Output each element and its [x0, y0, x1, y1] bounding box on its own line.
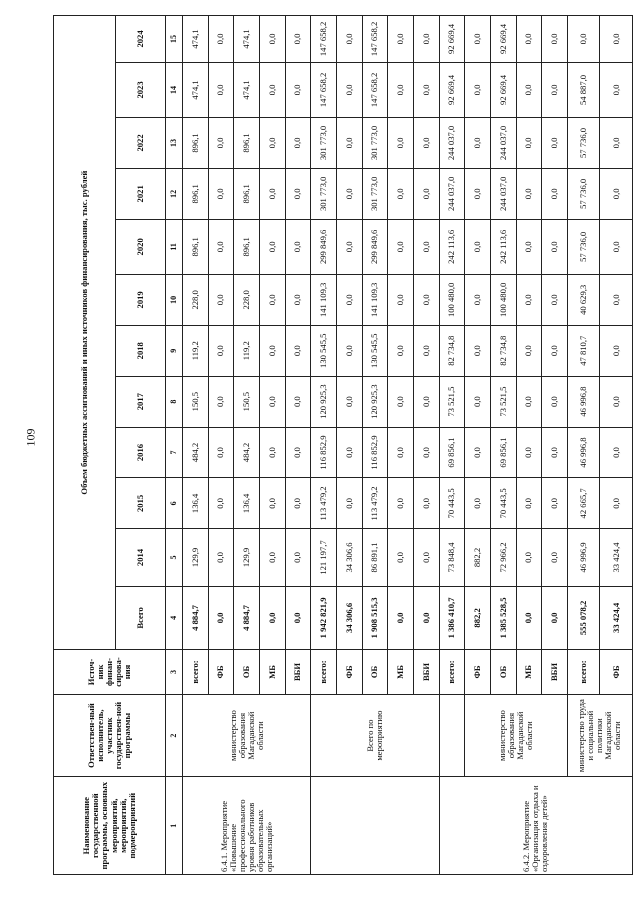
row-year-value: 0,0: [413, 274, 439, 325]
header-year-2019: 2019: [116, 274, 166, 325]
row-year-value: 0,0: [600, 478, 633, 529]
row-year-value: 0,0: [542, 62, 568, 117]
row-year-value: 116 852,9: [362, 427, 388, 478]
row-year-value: 57 736,0: [567, 118, 599, 169]
row-year-value: 57 736,0: [567, 219, 599, 274]
row-year-value: 0,0: [336, 325, 362, 376]
row-year-value: 474,1: [234, 62, 260, 117]
column-number-13: 13: [166, 118, 183, 169]
row-year-value: 0,0: [259, 274, 285, 325]
row-year-value: 92 669,4: [490, 16, 516, 63]
row-source-cell: ФБ: [600, 650, 633, 695]
row-year-value: 0,0: [465, 62, 491, 117]
row-year-value: 0,0: [259, 118, 285, 169]
row-year-value: 0,0: [516, 219, 542, 274]
row-year-value: 0,0: [388, 478, 414, 529]
row-source-cell: ОБ: [234, 650, 260, 695]
row-name-cell: 6.4.1. Мероприятие «Повышение профессионального уровня работников образовательных организаций»: [183, 777, 311, 875]
row-year-value: 130 545,5: [362, 325, 388, 376]
row-year-value: 92 669,4: [490, 62, 516, 117]
row-year-value: 0,0: [413, 16, 439, 63]
row-year-value: 33 424,4: [600, 529, 633, 586]
row-year-value: 150,5: [234, 376, 260, 427]
row-year-value: 0,0: [465, 274, 491, 325]
row-year-value: 0,0: [413, 62, 439, 117]
row-year-value: 0,0: [542, 325, 568, 376]
row-year-value: 0,0: [413, 529, 439, 586]
column-number-5: 5: [166, 529, 183, 586]
row-year-value: 0,0: [600, 376, 633, 427]
row-year-value: 0,0: [285, 478, 311, 529]
row-year-value: 474,1: [183, 62, 209, 117]
header-total: Всего: [116, 586, 166, 650]
row-year-value: 69 856,1: [439, 427, 465, 478]
row-source-cell: ВБИ: [285, 650, 311, 695]
header-funding-title: Объем бюджетных ассигнований и иных источников финансирования, тыс. рублей: [54, 16, 116, 650]
row-year-value: 46 996,9: [567, 529, 599, 586]
row-year-value: 119,2: [234, 325, 260, 376]
header-column-numbers: [166, 16, 183, 875]
row-source-cell: ФБ: [336, 650, 362, 695]
header-name: Наименование государственной программы, основных мероприятий, мероприятий, подмероприятий: [54, 777, 166, 875]
column-number-12: 12: [166, 168, 183, 219]
row-year-value: 0,0: [208, 427, 234, 478]
row-executor-cell: министерство труда и социальной политики Магаданской области: [567, 694, 632, 777]
row-executor-cell: Всего по мероприятию: [311, 694, 439, 777]
row-year-value: 47 810,7: [567, 325, 599, 376]
row-year-value: 0,0: [542, 16, 568, 63]
row-year-value: 0,0: [336, 478, 362, 529]
row-year-value: 119,2: [183, 325, 209, 376]
row-executor-cell: министерство образования Магаданской области: [465, 694, 568, 777]
row-source-cell: ФБ: [208, 650, 234, 695]
row-year-value: 244 037,0: [490, 168, 516, 219]
row-year-value: 0,0: [542, 219, 568, 274]
row-year-value: 70 443,5: [439, 478, 465, 529]
row-total-value: 555 078,2: [567, 586, 599, 650]
row-year-value: 0,0: [285, 62, 311, 117]
rotated-table-container: [53, 15, 633, 875]
row-year-value: 0,0: [413, 118, 439, 169]
row-year-value: 0,0: [336, 274, 362, 325]
row-year-value: 0,0: [600, 274, 633, 325]
column-number-9: 9: [166, 325, 183, 376]
row-source-cell: МБ: [516, 650, 542, 695]
row-total-value: 0,0: [413, 586, 439, 650]
row-year-value: 0,0: [542, 274, 568, 325]
row-total-value: 34 306,6: [336, 586, 362, 650]
row-year-value: 70 443,5: [490, 478, 516, 529]
row-year-value: 0,0: [336, 427, 362, 478]
row-year-value: 130 545,5: [311, 325, 337, 376]
row-total-value: 1 386 410,7: [439, 586, 465, 650]
header-year-2018: 2018: [116, 325, 166, 376]
row-year-value: 896,1: [183, 118, 209, 169]
row-year-value: 0,0: [542, 478, 568, 529]
row-year-value: 244 037,0: [490, 118, 516, 169]
row-year-value: 0,0: [208, 376, 234, 427]
row-year-value: 0,0: [465, 16, 491, 63]
row-year-value: 474,1: [183, 16, 209, 63]
column-number-1: 1: [166, 777, 183, 875]
table-row: [311, 16, 337, 875]
row-year-value: 42 665,7: [567, 478, 599, 529]
row-year-value: 0,0: [285, 427, 311, 478]
row-year-value: 0,0: [259, 529, 285, 586]
row-year-value: 0,0: [388, 219, 414, 274]
row-year-value: 54 887,0: [567, 62, 599, 117]
row-year-value: 0,0: [465, 219, 491, 274]
row-year-value: 116 852,9: [311, 427, 337, 478]
row-year-value: 0,0: [259, 376, 285, 427]
row-total-value: 0,0: [542, 586, 568, 650]
row-year-value: 244 037,0: [439, 168, 465, 219]
row-source-cell: ФБ: [465, 650, 491, 695]
page-number: 109: [23, 428, 38, 447]
table-row: [465, 16, 491, 875]
row-year-value: 0,0: [208, 478, 234, 529]
row-year-value: 0,0: [542, 376, 568, 427]
row-executor-cell: министерство образования Магаданской области: [183, 694, 311, 777]
row-year-value: 92 669,4: [439, 16, 465, 63]
row-year-value: 136,4: [183, 478, 209, 529]
row-year-value: 896,1: [234, 219, 260, 274]
row-year-value: 0,0: [542, 529, 568, 586]
row-total-value: 882,2: [465, 586, 491, 650]
table-row: [567, 16, 599, 875]
row-year-value: 0,0: [388, 16, 414, 63]
header-year-2021: 2021: [116, 168, 166, 219]
row-year-value: 0,0: [516, 62, 542, 117]
row-year-value: 301 773,0: [311, 118, 337, 169]
row-total-value: 33 424,4: [600, 586, 633, 650]
row-year-value: 34 306,6: [336, 529, 362, 586]
row-year-value: 0,0: [388, 376, 414, 427]
row-year-value: 0,0: [336, 16, 362, 63]
row-year-value: 0,0: [413, 168, 439, 219]
row-year-value: 0,0: [600, 168, 633, 219]
row-year-value: 0,0: [208, 529, 234, 586]
column-number-4: 4: [166, 586, 183, 650]
row-year-value: 0,0: [465, 376, 491, 427]
row-year-value: 92 669,4: [439, 62, 465, 117]
row-year-value: 113 479,2: [311, 478, 337, 529]
column-number-8: 8: [166, 376, 183, 427]
row-year-value: 73 521,5: [490, 376, 516, 427]
row-source-cell: ОБ: [362, 650, 388, 695]
header-year-2022: 2022: [116, 118, 166, 169]
row-total-value: 0,0: [208, 586, 234, 650]
column-number-15: 15: [166, 16, 183, 63]
row-year-value: 100 480,0: [439, 274, 465, 325]
row-year-value: 100 480,0: [490, 274, 516, 325]
row-year-value: 0,0: [600, 427, 633, 478]
row-year-value: 0,0: [285, 274, 311, 325]
row-year-value: 0,0: [285, 376, 311, 427]
row-name-cell: [311, 777, 439, 875]
row-year-value: 0,0: [567, 16, 599, 63]
row-year-value: 141 109,3: [311, 274, 337, 325]
header-year-2015: 2015: [116, 478, 166, 529]
row-year-value: 0,0: [285, 529, 311, 586]
row-year-value: 0,0: [413, 325, 439, 376]
row-year-value: 0,0: [465, 118, 491, 169]
row-total-value: 4 884,7: [234, 586, 260, 650]
row-year-value: 129,9: [183, 529, 209, 586]
row-year-value: 299 849,6: [311, 219, 337, 274]
column-number-2: 2: [166, 694, 183, 777]
row-year-value: 0,0: [600, 16, 633, 63]
row-source-cell: ВБИ: [413, 650, 439, 695]
row-total-value: 0,0: [388, 586, 414, 650]
row-year-value: 0,0: [465, 478, 491, 529]
row-year-value: 301 773,0: [362, 118, 388, 169]
row-year-value: 0,0: [600, 62, 633, 117]
row-year-value: 82 734,8: [490, 325, 516, 376]
row-year-value: 0,0: [600, 325, 633, 376]
header-year-2017: 2017: [116, 376, 166, 427]
row-year-value: 474,1: [234, 16, 260, 63]
row-year-value: 0,0: [336, 62, 362, 117]
row-year-value: 0,0: [285, 16, 311, 63]
row-year-value: 0,0: [388, 529, 414, 586]
row-year-value: 0,0: [388, 274, 414, 325]
row-year-value: 0,0: [516, 478, 542, 529]
row-total-value: 0,0: [516, 586, 542, 650]
row-year-value: 0,0: [259, 16, 285, 63]
row-year-value: 299 849,6: [362, 219, 388, 274]
row-total-value: 1 385 528,5: [490, 586, 516, 650]
row-source-cell: всего:: [567, 650, 599, 695]
row-year-value: 0,0: [388, 427, 414, 478]
row-year-value: 0,0: [413, 376, 439, 427]
header-year-2016: 2016: [116, 427, 166, 478]
header-year-2014: 2014: [116, 529, 166, 586]
header-year-2024: 2024: [116, 16, 166, 63]
column-number-3: 3: [166, 650, 183, 695]
header-year-2023: 2023: [116, 62, 166, 117]
row-year-value: 0,0: [542, 118, 568, 169]
row-year-value: 0,0: [516, 325, 542, 376]
header-year-2020: 2020: [116, 219, 166, 274]
row-year-value: 484,2: [183, 427, 209, 478]
row-year-value: 121 197,7: [311, 529, 337, 586]
row-year-value: 0,0: [516, 118, 542, 169]
row-year-value: 0,0: [600, 219, 633, 274]
row-year-value: 46 996,8: [567, 427, 599, 478]
row-year-value: 141 109,3: [362, 274, 388, 325]
row-year-value: 0,0: [208, 274, 234, 325]
row-year-value: 0,0: [542, 427, 568, 478]
column-number-6: 6: [166, 478, 183, 529]
row-total-value: 0,0: [259, 586, 285, 650]
row-year-value: 0,0: [516, 427, 542, 478]
budget-table: [53, 15, 633, 875]
row-year-value: 150,5: [183, 376, 209, 427]
row-year-value: 147 658,2: [311, 16, 337, 63]
row-year-value: 0,0: [208, 62, 234, 117]
header-executor: Ответствен-ный исполнитель, участник государствен-ной программы: [54, 694, 166, 777]
row-year-value: 0,0: [516, 274, 542, 325]
row-executor-cell: [439, 694, 465, 777]
column-number-7: 7: [166, 427, 183, 478]
row-year-value: 73 848,4: [439, 529, 465, 586]
row-year-value: 0,0: [259, 478, 285, 529]
row-year-value: 0,0: [259, 325, 285, 376]
row-year-value: 0,0: [336, 168, 362, 219]
row-year-value: 242 113,6: [439, 219, 465, 274]
row-year-value: 0,0: [388, 325, 414, 376]
row-year-value: 0,0: [516, 16, 542, 63]
row-year-value: 228,0: [234, 274, 260, 325]
table-row: [439, 16, 465, 875]
row-year-value: 0,0: [336, 118, 362, 169]
row-total-value: 0,0: [285, 586, 311, 650]
row-year-value: 896,1: [183, 219, 209, 274]
row-year-value: 0,0: [465, 427, 491, 478]
row-year-value: 0,0: [600, 118, 633, 169]
row-total-value: 1 908 515,3: [362, 586, 388, 650]
row-year-value: 301 773,0: [311, 168, 337, 219]
row-year-value: 147 658,2: [362, 62, 388, 117]
row-year-value: 46 996,8: [567, 376, 599, 427]
row-year-value: 0,0: [208, 168, 234, 219]
row-year-value: 0,0: [516, 376, 542, 427]
row-year-value: 0,0: [259, 62, 285, 117]
row-year-value: 147 658,2: [362, 16, 388, 63]
row-year-value: 0,0: [465, 325, 491, 376]
row-source-cell: всего:: [311, 650, 337, 695]
row-source-cell: ВБИ: [542, 650, 568, 695]
row-year-value: 0,0: [465, 168, 491, 219]
row-year-value: 484,2: [234, 427, 260, 478]
table-row: [183, 16, 209, 875]
row-year-value: 0,0: [208, 16, 234, 63]
row-year-value: 86 891,1: [362, 529, 388, 586]
row-year-value: 40 629,3: [567, 274, 599, 325]
row-year-value: 0,0: [285, 325, 311, 376]
row-year-value: 0,0: [413, 427, 439, 478]
row-year-value: 0,0: [388, 168, 414, 219]
row-year-value: 0,0: [208, 118, 234, 169]
row-year-value: 0,0: [259, 219, 285, 274]
row-year-value: 120 925,3: [362, 376, 388, 427]
row-source-cell: МБ: [259, 650, 285, 695]
row-year-value: 129,9: [234, 529, 260, 586]
row-year-value: 113 479,2: [362, 478, 388, 529]
row-year-value: 136,4: [234, 478, 260, 529]
header-source: Источ-ник финан-сирова-ния: [54, 650, 166, 695]
row-year-value: 0,0: [285, 118, 311, 169]
row-year-value: 57 736,0: [567, 168, 599, 219]
row-year-value: 120 925,3: [311, 376, 337, 427]
row-source-cell: ОБ: [490, 650, 516, 695]
row-year-value: 301 773,0: [362, 168, 388, 219]
column-number-14: 14: [166, 62, 183, 117]
row-year-value: 244 037,0: [439, 118, 465, 169]
row-year-value: 0,0: [516, 529, 542, 586]
row-year-value: 0,0: [336, 376, 362, 427]
row-year-value: 73 521,5: [439, 376, 465, 427]
row-year-value: 0,0: [413, 219, 439, 274]
row-year-value: 896,1: [183, 168, 209, 219]
row-year-value: 0,0: [388, 62, 414, 117]
column-number-11: 11: [166, 219, 183, 274]
column-number-10: 10: [166, 274, 183, 325]
row-total-value: 4 884,7: [183, 586, 209, 650]
row-year-value: 0,0: [208, 325, 234, 376]
row-year-value: 896,1: [234, 118, 260, 169]
row-year-value: 0,0: [259, 168, 285, 219]
row-year-value: 882,2: [465, 529, 491, 586]
row-year-value: 0,0: [285, 168, 311, 219]
row-year-value: 72 966,2: [490, 529, 516, 586]
row-year-value: 69 856,1: [490, 427, 516, 478]
row-name-cell: 6.4.2. Мероприятие «Организация отдыха и оздоровления детей»: [439, 777, 632, 875]
row-year-value: 0,0: [336, 219, 362, 274]
row-year-value: 0,0: [516, 168, 542, 219]
row-year-value: 82 734,8: [439, 325, 465, 376]
row-year-value: 0,0: [542, 168, 568, 219]
row-source-cell: всего:: [183, 650, 209, 695]
row-year-value: 896,1: [234, 168, 260, 219]
row-year-value: 147 658,2: [311, 62, 337, 117]
row-total-value: 1 942 821,9: [311, 586, 337, 650]
row-year-value: 0,0: [388, 118, 414, 169]
row-year-value: 0,0: [413, 478, 439, 529]
row-source-cell: всего:: [439, 650, 465, 695]
row-source-cell: МБ: [388, 650, 414, 695]
row-year-value: 0,0: [285, 219, 311, 274]
row-year-value: 228,0: [183, 274, 209, 325]
row-year-value: 242 113,6: [490, 219, 516, 274]
row-year-value: 0,0: [259, 427, 285, 478]
row-year-value: 0,0: [208, 219, 234, 274]
